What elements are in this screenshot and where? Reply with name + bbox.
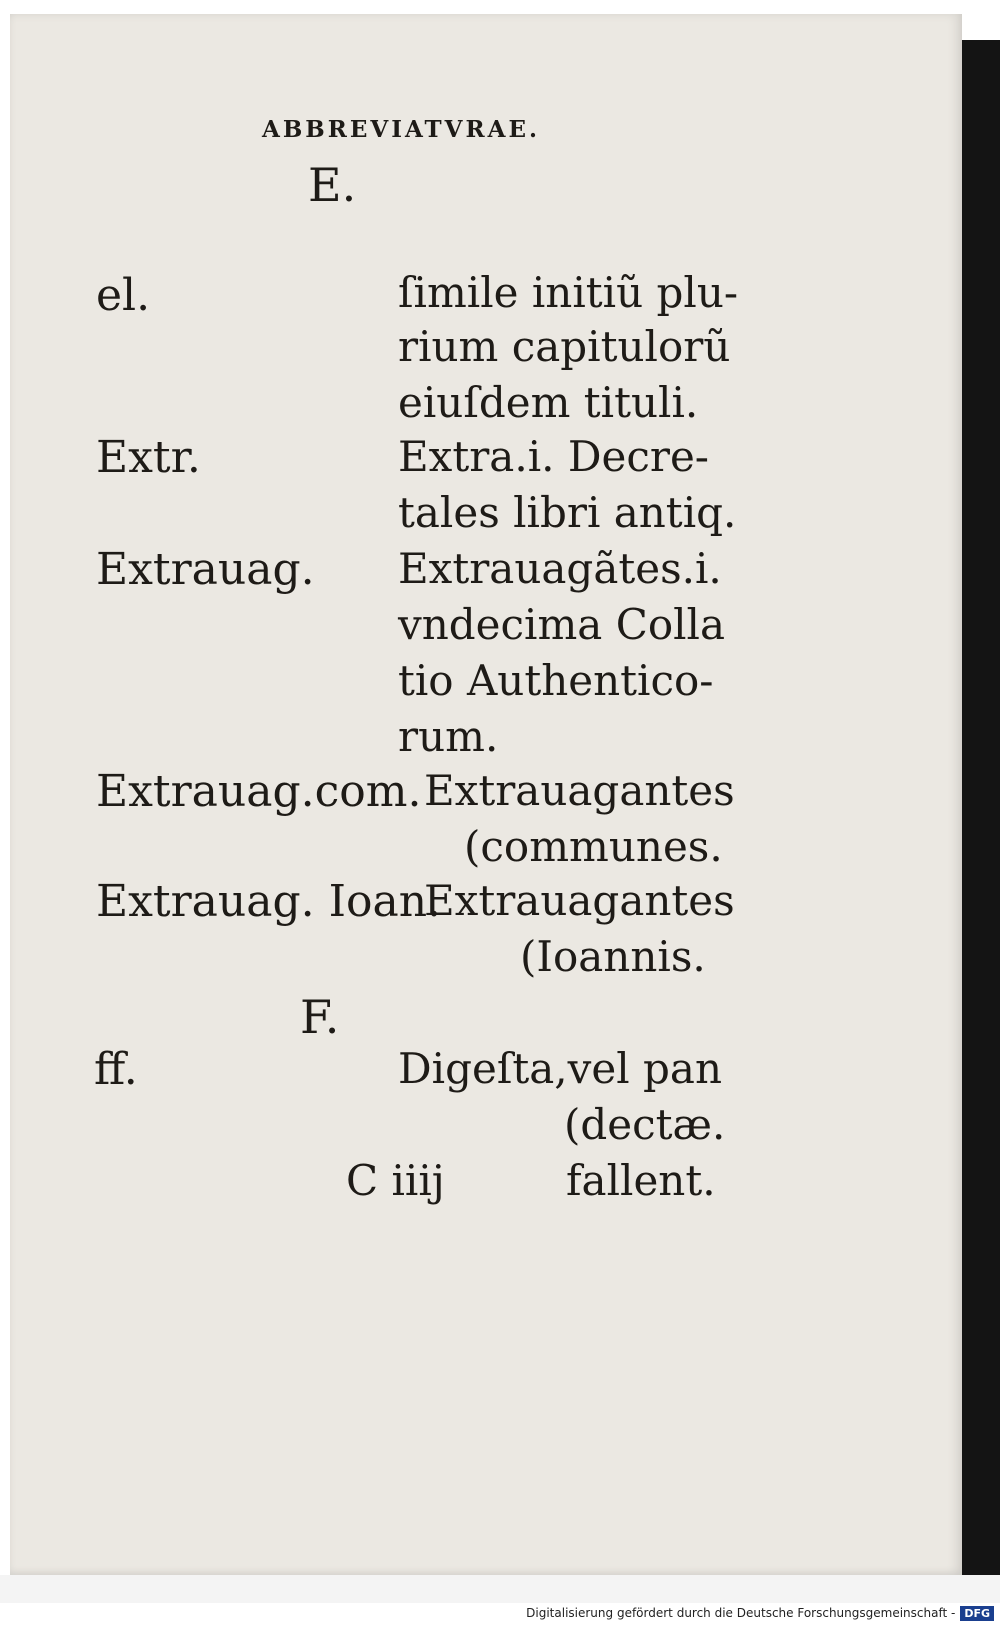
definition-line: Extrauagãtes.i.: [398, 544, 722, 593]
definition-line: (dectæ.: [564, 1100, 726, 1149]
definition-line: ſimile initiũ plu-: [398, 268, 739, 317]
definition-line: tales libri antiq.: [398, 488, 737, 537]
digitization-credit: [526, 1604, 994, 1622]
definition-line: eiuſdem tituli.: [398, 378, 699, 427]
abbreviation: Extr.: [96, 432, 201, 483]
section-letter-e: E.: [308, 158, 357, 212]
catchword: fallent.: [566, 1156, 716, 1205]
definition-line: (communes.: [464, 822, 723, 871]
abbreviation: Extrauag. Ioan.: [96, 876, 442, 927]
running-head: ABBREVIATVRAE.: [262, 116, 541, 143]
definition-line: Extrauagantes: [424, 766, 735, 815]
section-letter-f: F.: [300, 990, 340, 1044]
definition-line: (Ioannis.: [520, 932, 706, 981]
scan-background: [962, 40, 1000, 1600]
definition-line: rium capitulorũ: [398, 322, 731, 371]
abbreviation: Extrauag.com.: [96, 766, 422, 817]
abbreviation: el.: [96, 270, 151, 321]
definition-line: tio Authentico-: [398, 656, 714, 705]
scan-margin: [0, 1575, 1000, 1603]
definition-line: vndecima Colla: [398, 600, 726, 649]
abbreviation: ff.: [94, 1044, 138, 1095]
definition-line: Extra.i. Decre-: [398, 432, 710, 481]
definition-line: rum.: [398, 712, 499, 761]
definition-line: Digeſta,vel pan: [398, 1044, 723, 1093]
definition-line: Extrauagantes: [424, 876, 735, 925]
digitization-credit-text: Digitalisierung gefördert durch die Deutsche Forschungsgemeinschaft -: [526, 1606, 956, 1620]
abbreviation: Extrauag.: [96, 544, 315, 595]
signature-mark: C iiij: [346, 1156, 445, 1205]
dfg-logo: DFG: [960, 1606, 994, 1621]
